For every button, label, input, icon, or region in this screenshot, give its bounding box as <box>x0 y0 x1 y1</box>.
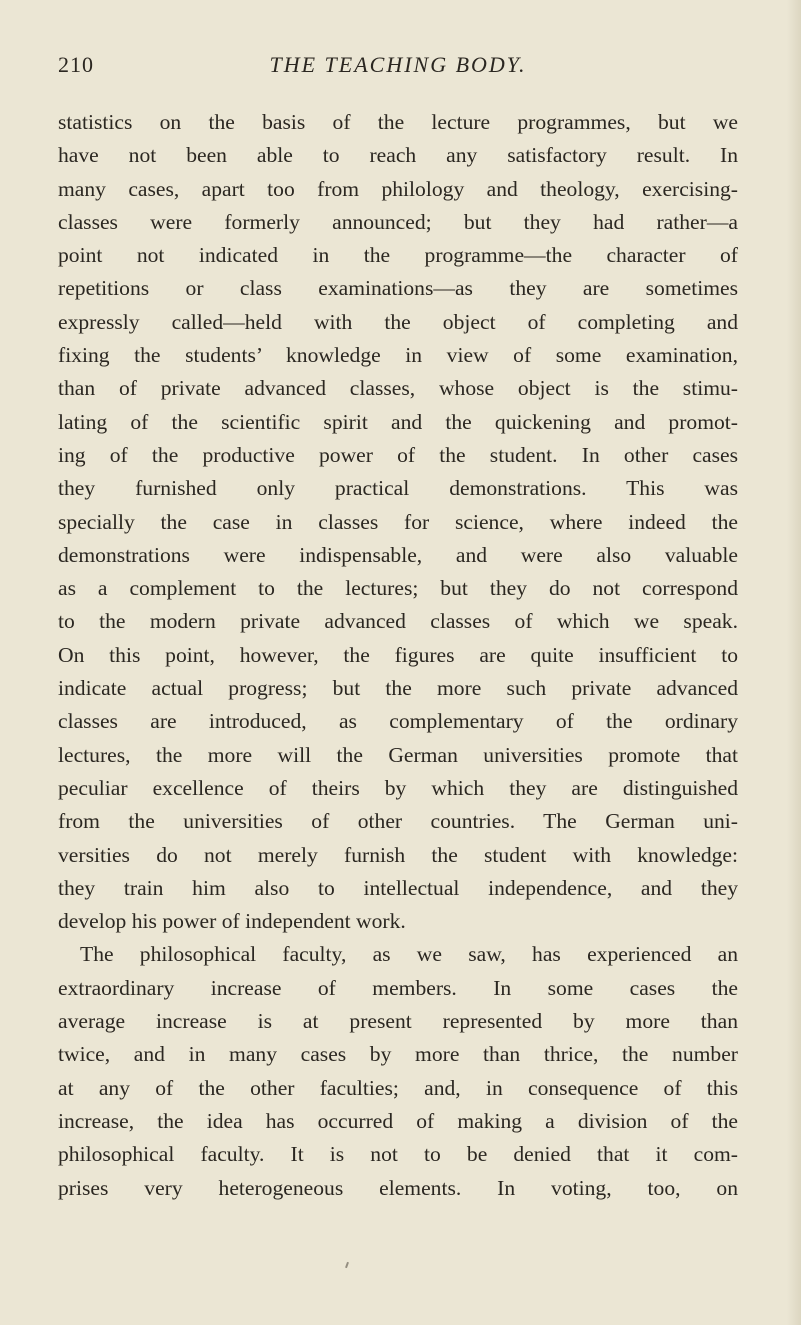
text-line: classes are introduced, as complementary of the ordinary <box>58 709 738 734</box>
text-line: repetitions or class examinations—as they are sometimes <box>58 276 738 301</box>
text-line: many cases, apart too from philology and theology, exercising- <box>58 176 738 201</box>
text-line: have not been able to reach any satisfactory result. In <box>58 143 738 168</box>
text-line: indicate actual progress; but the more such private advanced <box>58 676 738 701</box>
text-line: prises very heterogeneous elements. In voting, too, on <box>58 1175 738 1200</box>
text-line: demonstrations were indispensable, and were also valuable <box>58 542 738 567</box>
page-header <box>58 44 738 84</box>
text-line: as a complement to the lectures; but they do not correspond <box>58 576 738 601</box>
body-text <box>58 106 738 1205</box>
text-line: at any of the other faculties; and, in consequence of this <box>58 1075 738 1100</box>
text-line: extraordinary increase of members. In some cases the <box>58 975 738 1000</box>
text-line: twice, and in many cases by more than thrice, the number <box>58 1042 738 1067</box>
text-line: peculiar excellence of theirs by which they are distinguished <box>58 775 738 800</box>
text-line: lating of the scientific spirit and the quickening and promot- <box>58 409 738 434</box>
text-line: from the universities of other countries. The German uni- <box>58 809 738 834</box>
text-line: to the modern private advanced classes of which we speak. <box>58 609 738 634</box>
text-line: specially the case in classes for science, where indeed the <box>58 509 738 534</box>
text-line: fixing the students’ knowledge in view of some examination, <box>58 343 738 368</box>
text-line: On this point, however, the figures are quite insufficient to <box>58 642 738 667</box>
text-line: than of private advanced classes, whose object is the stimu- <box>58 376 738 401</box>
paper-speck <box>345 1262 349 1268</box>
text-line: they train him also to intellectual independence, and they <box>58 875 738 900</box>
text-line-paragraph-start: The philosophical faculty, as we saw, has experienced an <box>80 942 738 967</box>
text-line: ing of the productive power of the student. In other cases <box>58 442 738 467</box>
running-title: THE TEACHING BODY. <box>269 52 527 77</box>
text-line: increase, the idea has occurred of making a division of the <box>58 1108 738 1133</box>
text-line-paragraph-end: develop his power of independent work. <box>58 909 406 934</box>
text-line: philosophical faculty. It is not to be denied that it com- <box>58 1142 738 1167</box>
text-line: lectures, the more will the German universities promote that <box>58 742 738 767</box>
text-line: average increase is at present represented by more than <box>58 1009 738 1034</box>
text-line: classes were formerly announced; but they had rather—a <box>58 209 738 234</box>
text-line: statistics on the basis of the lecture programmes, but we <box>58 110 738 134</box>
text-line: they furnished only practical demonstrations. This was <box>58 476 738 501</box>
text-line: versities do not merely furnish the student with knowledge: <box>58 842 738 867</box>
page-edge-shadow <box>787 0 801 1325</box>
text-line: expressly called—held with the object of completing and <box>58 309 738 334</box>
page-number: 210 <box>58 52 94 77</box>
text-line: point not indicated in the programme—the character of <box>58 243 738 268</box>
